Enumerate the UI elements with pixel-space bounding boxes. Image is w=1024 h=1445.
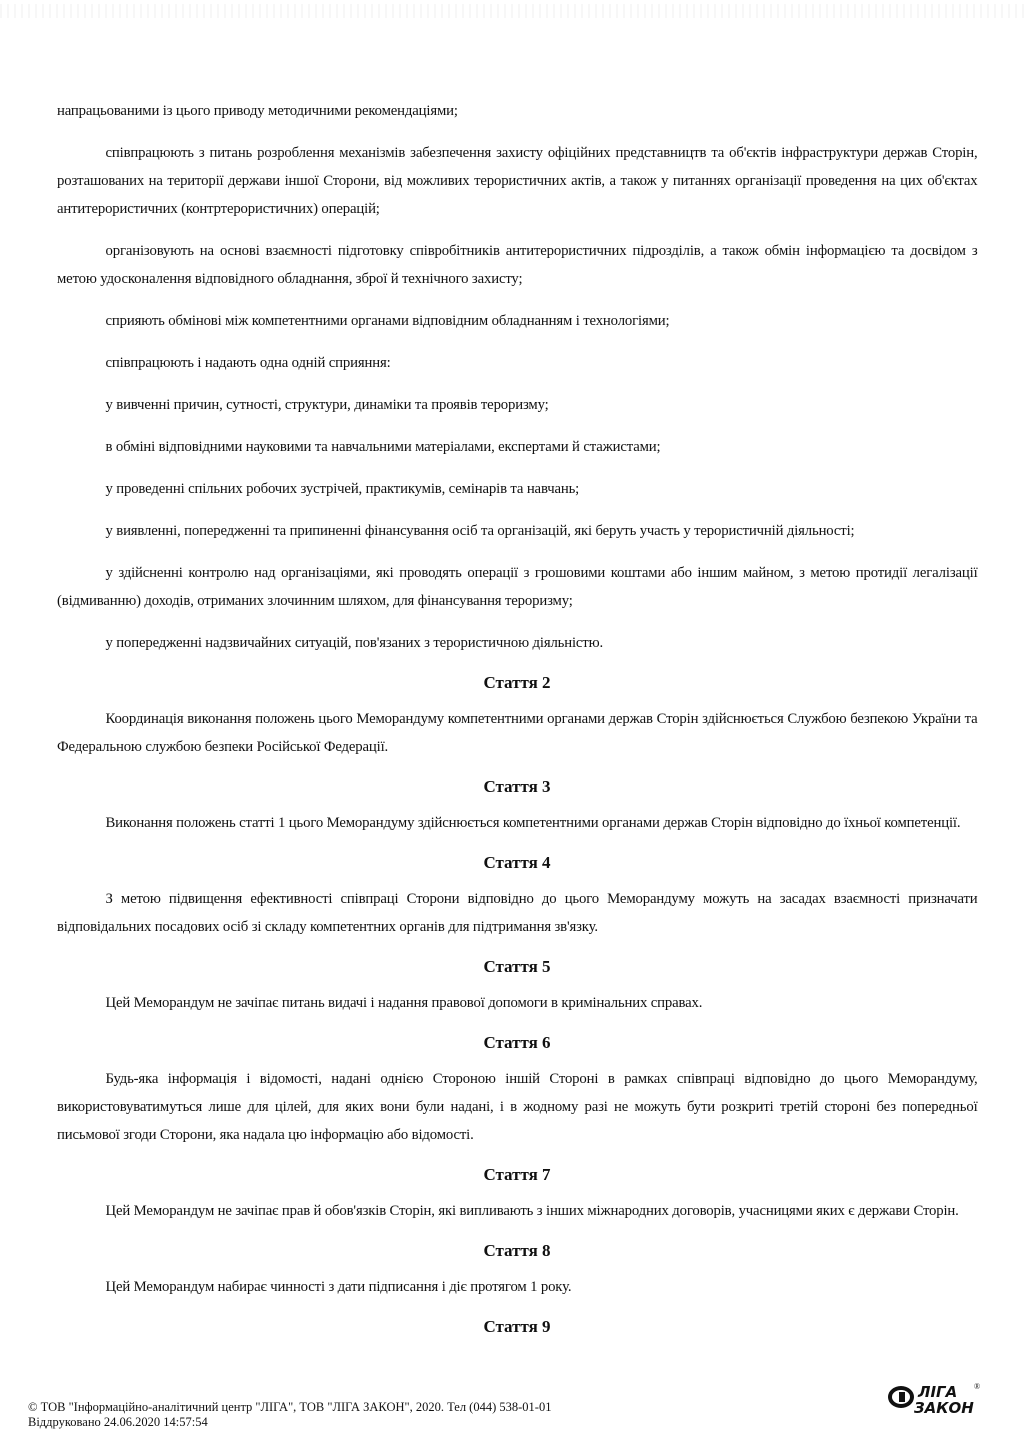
article-9 — [57, 1315, 977, 1339]
article-text: Координація виконання положень цього Меморандуму компетентними органами держав Сторін здійснюється Службою безпекою України та Федеральною службою безпеки Російської Федерації. — [57, 710, 978, 755]
printed-timestamp: Віддруковано 24.06.2020 14:57:54 — [28, 1415, 208, 1429]
scan-artifact — [0, 4, 1024, 18]
paragraph: у здійсненні контролю над організаціями, які проводять операції з грошовими коштами або іншим майном, з метою протидії легалізації (відмиванню) доходів, отриманих злочинним шляхом, для фінансування тероризму; — [57, 564, 978, 609]
paragraph: у проведенні спільних робочих зустрічей, практикумів, семінарів та навчань; — [105, 480, 580, 497]
article-heading: Стаття 5 — [483, 957, 551, 976]
paragraph: напрацьованими із цього приводу методичними рекомендаціями; — [57, 102, 458, 119]
paragraph: у попередженні надзвичайних ситуацій, пов'язаних з терористичною діяльністю. — [105, 634, 604, 651]
paragraph: у вивченні причин, сутності, структури, динаміки та проявів тероризму; — [105, 396, 549, 413]
paragraph: співпрацюють і надають одна одній сприяння: — [105, 354, 391, 371]
article-heading: Стаття 6 — [483, 1033, 551, 1052]
document-page — [57, 97, 977, 1349]
paragraph: у виявленні, попередженні та припиненні фінансування осіб та організацій, які беруть участь у терористичній діяльності; — [105, 522, 855, 539]
paragraph: сприяють обмінові між компетентними органами відповідним обладнанням і технологіями; — [105, 312, 670, 329]
article-4 — [57, 851, 977, 941]
article-3 — [57, 775, 977, 837]
article-heading: Стаття 8 — [483, 1241, 551, 1260]
paragraph: в обміні відповідними науковими та навчальними матеріалами, експертами й стажистами; — [105, 438, 661, 455]
article-heading: Стаття 4 — [483, 853, 551, 872]
liga-logo-icon — [888, 1386, 914, 1408]
article-text: Цей Меморандум набирає чинності з дати підписання і діє протягом 1 року. — [105, 1278, 572, 1295]
page-footer — [28, 1400, 551, 1430]
article-8 — [57, 1239, 977, 1301]
article-heading: Стаття 3 — [483, 777, 551, 796]
article-6 — [57, 1031, 977, 1149]
article-heading: Стаття 7 — [483, 1165, 551, 1184]
article-heading: Стаття 2 — [483, 673, 551, 692]
article-7 — [57, 1163, 977, 1225]
article-text: Будь-яка інформація і відомості, надані однією Стороною іншій Стороні в рамках співпраці відповідно до цього Меморандуму, використовуватимуться лише для цілей, для яких вони були надані, і в жодному разі не можуть бути розкриті третій стороні без попередньої письмової згоди Сторони, яка надала цю інформацію або відомості. — [57, 1070, 978, 1143]
article-5 — [57, 955, 977, 1017]
article-heading: Стаття 9 — [483, 1317, 551, 1336]
logo-text-line1: ЛІГА — [918, 1383, 958, 1401]
registered-mark: ® — [974, 1382, 981, 1391]
paragraph: співпрацюють з питань розроблення механізмів забезпечення захисту офіційних представництв та об'єктів інфраструктури держав Сторін, розташованих на території держави іншої Сторони, від можливих терористичних актів, а також у питаннях організації проведення на цих об'єктах антитерористичних (контртерористичних) операцій; — [57, 144, 978, 217]
paragraph: організовують на основі взаємності підготовку співробітників антитерористичних підрозділів, а також обмін інформацією та досвідом з метою удосконалення відповідного обладнання, зброї й технічного захисту; — [57, 242, 978, 287]
copyright-text: © ТОВ "Інформаційно-аналітичний центр "ЛІГА", ТОВ "ЛІГА ЗАКОН", 2020. Тел (044) 538-01-01 — [28, 1400, 552, 1414]
article-text: З метою підвищення ефективності співпраці Сторони відповідно до цього Меморандуму можуть на засадах взаємності призначати відповідальних посадових осіб зі складу компетентних органів для підтримання зв'язку. — [57, 890, 978, 935]
liga-zakon-logo — [888, 1382, 988, 1422]
article-1-continuation — [57, 97, 977, 657]
article-2 — [57, 671, 977, 761]
article-text: Цей Меморандум не зачіпає прав й обов'язків Сторін, які випливають з інших міжнародних договорів, учасницями яких є держави Сторін. — [105, 1202, 959, 1219]
article-text: Виконання положень статті 1 цього Меморандуму здійснюється компетентними органами держав Сторін відповідно до їхньої компетенції. — [105, 814, 961, 831]
article-text: Цей Меморандум не зачіпає питань видачі і надання правової допомоги в кримінальних справах. — [105, 994, 703, 1011]
logo-text-line2: ЗАКОН — [914, 1399, 974, 1417]
